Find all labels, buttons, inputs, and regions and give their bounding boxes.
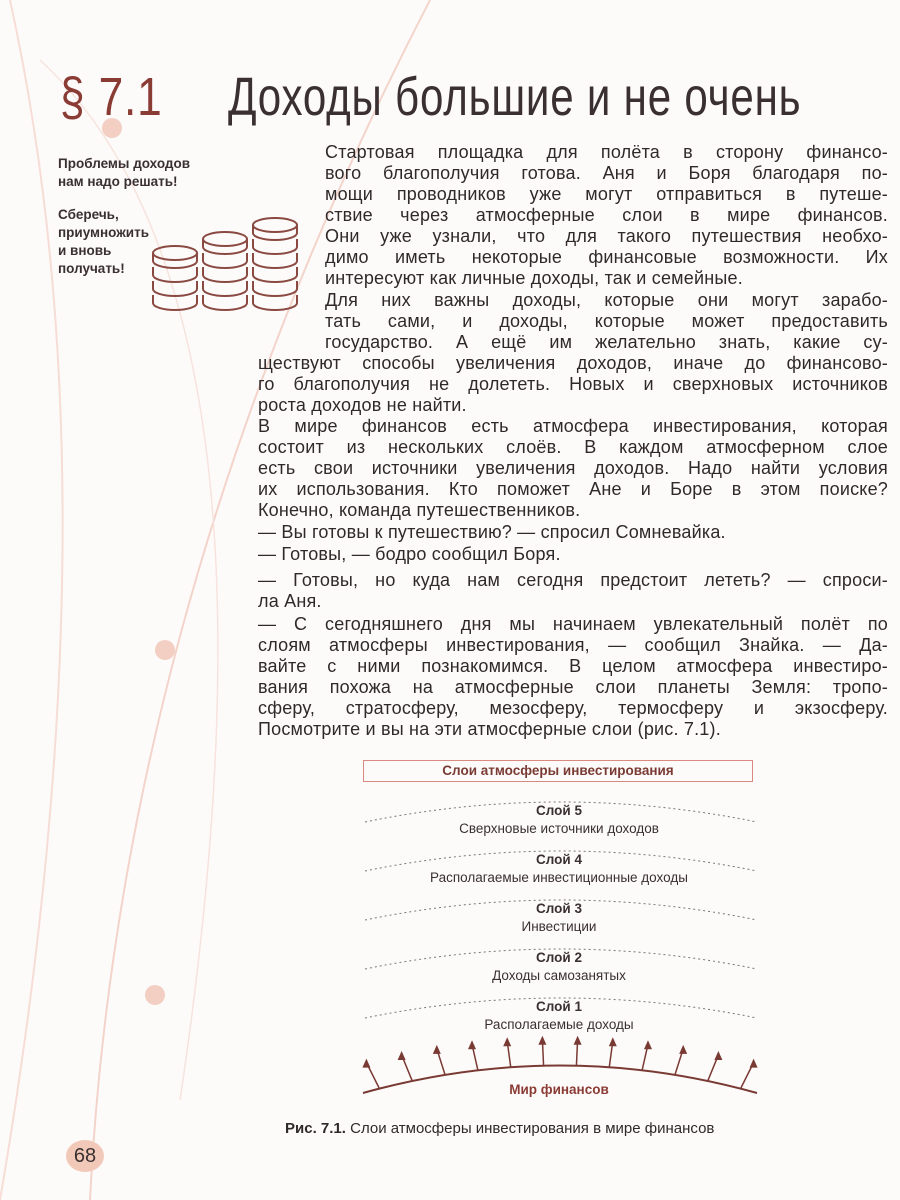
text-line: димо иметь некоторые финансовые возможности. Их bbox=[325, 247, 888, 267]
caption-label: Рис. 7.1. bbox=[285, 1120, 346, 1137]
text-line: — Готовы, но куда нам сегодня предстоит лететь? — спроси- bbox=[258, 570, 888, 590]
note-line: Сберечь, bbox=[58, 207, 119, 222]
text-line: В мире финансов есть атмосфера инвестирования, которая bbox=[258, 416, 888, 436]
layer-description: Располагаемые доходы bbox=[484, 1017, 634, 1032]
section-number: § 7.1 bbox=[60, 67, 163, 127]
note-line: нам надо решать! bbox=[58, 174, 178, 189]
world-of-finance-label: Мир финансов bbox=[509, 1082, 609, 1097]
text-line: вого благополучия готова. Аня и Боря благодаря по- bbox=[325, 163, 888, 183]
text-line: их использования. Кто поможет Ане и Боре в этом поиске? bbox=[258, 479, 888, 499]
text-line: слоям атмосферы инвестирования, — сообщил Знайка. — Да- bbox=[258, 635, 888, 655]
arrow-head bbox=[398, 1051, 406, 1060]
arrow-head bbox=[609, 1037, 617, 1046]
page-number: 68 bbox=[66, 1140, 104, 1172]
text-line: Они уже узнали, что для такого путешествия необхо- bbox=[325, 226, 888, 246]
caption-text: Слои атмосферы инвестирования в мире финансов bbox=[350, 1120, 715, 1137]
layer-name: Слой 1 bbox=[536, 999, 582, 1014]
arrow-head bbox=[750, 1059, 758, 1068]
text-line: ствие через атмосферные слои в мире финансов. bbox=[325, 205, 888, 225]
note-line: и вновь bbox=[58, 243, 112, 258]
arrow-head bbox=[679, 1045, 687, 1054]
layer-name: Слой 4 bbox=[536, 852, 582, 867]
text-line: ществуют способы увеличения доходов, иначе до финансово- bbox=[258, 353, 888, 373]
layer-description: Сверхновые источники доходов bbox=[459, 821, 659, 836]
arrow-head bbox=[714, 1051, 722, 1060]
arrow-head bbox=[644, 1040, 652, 1049]
text-line: роста доходов не найти. bbox=[258, 395, 467, 415]
text-line: Посмотрите и вы на эти атмосферные слои (рис. 7.1). bbox=[258, 719, 721, 739]
note-line: Проблемы доходов bbox=[58, 156, 191, 171]
text-line: тать сами, и доходы, которые может предоставить bbox=[325, 311, 888, 331]
text-line: го благополучия не долететь. Новых и сверхновых источников bbox=[258, 374, 888, 394]
page-title: Доходы большие и не очень bbox=[228, 67, 802, 127]
layer-name: Слой 2 bbox=[536, 950, 582, 965]
figure-caption bbox=[285, 1120, 714, 1137]
text-line: ла Аня. bbox=[258, 591, 322, 611]
text-line: государство. А ещё им желательно знать, какие су- bbox=[325, 332, 888, 352]
note-line: получать! bbox=[58, 261, 125, 276]
figure-title: Слои атмосферы инвестирования bbox=[363, 760, 753, 782]
layer-description: Доходы самозанятых bbox=[492, 968, 626, 983]
text-line: вайте с ними познакомимся. В целом атмосфера инвестиро- bbox=[258, 656, 888, 676]
text-line: Для них важны доходы, которые они могут зарабо- bbox=[325, 290, 888, 310]
layer-name: Слой 3 bbox=[536, 901, 582, 916]
text-line: интересуют как личные доходы, так и семейные. bbox=[325, 268, 743, 288]
text-line: Конечно, команда путешественников. bbox=[258, 500, 581, 520]
arrow-head bbox=[574, 1036, 582, 1045]
text-line: состоит из нескольких слоёв. В каждом атмосферном слое bbox=[258, 437, 888, 457]
arrow-head bbox=[538, 1036, 546, 1045]
text-line: вания похожа на атмосферные слои планеты Земля: тропо- bbox=[258, 677, 888, 697]
text-line: — Вы готовы к путешествию? — спросил Сомневайка. bbox=[258, 522, 726, 542]
text-line: сферу, стратосферу, мезосферу, термосферу и экзосферу. bbox=[258, 698, 888, 718]
arrow-head bbox=[362, 1059, 370, 1068]
arrow-head bbox=[468, 1040, 476, 1049]
arrow-head bbox=[503, 1037, 511, 1046]
text-line: — Готовы, — бодро сообщил Боря. bbox=[258, 544, 561, 564]
arrow-head bbox=[433, 1045, 441, 1054]
note-line: приумножить bbox=[58, 225, 150, 240]
layer-description: Располагаемые инвестиционные доходы bbox=[430, 870, 688, 885]
text-line: есть свои источники увеличения доходов. Надо найти условия bbox=[258, 458, 888, 478]
layer-name: Слой 5 bbox=[536, 803, 582, 818]
layer-description: Инвестиции bbox=[521, 919, 597, 934]
text-line: — С сегодняшнего дня мы начинаем увлекательный полёт по bbox=[258, 614, 888, 634]
text-line: Стартовая площадка для полёта в сторону финансо- bbox=[325, 142, 888, 162]
text-line: мощи проводников уже могут отправиться в путеше- bbox=[325, 184, 888, 204]
